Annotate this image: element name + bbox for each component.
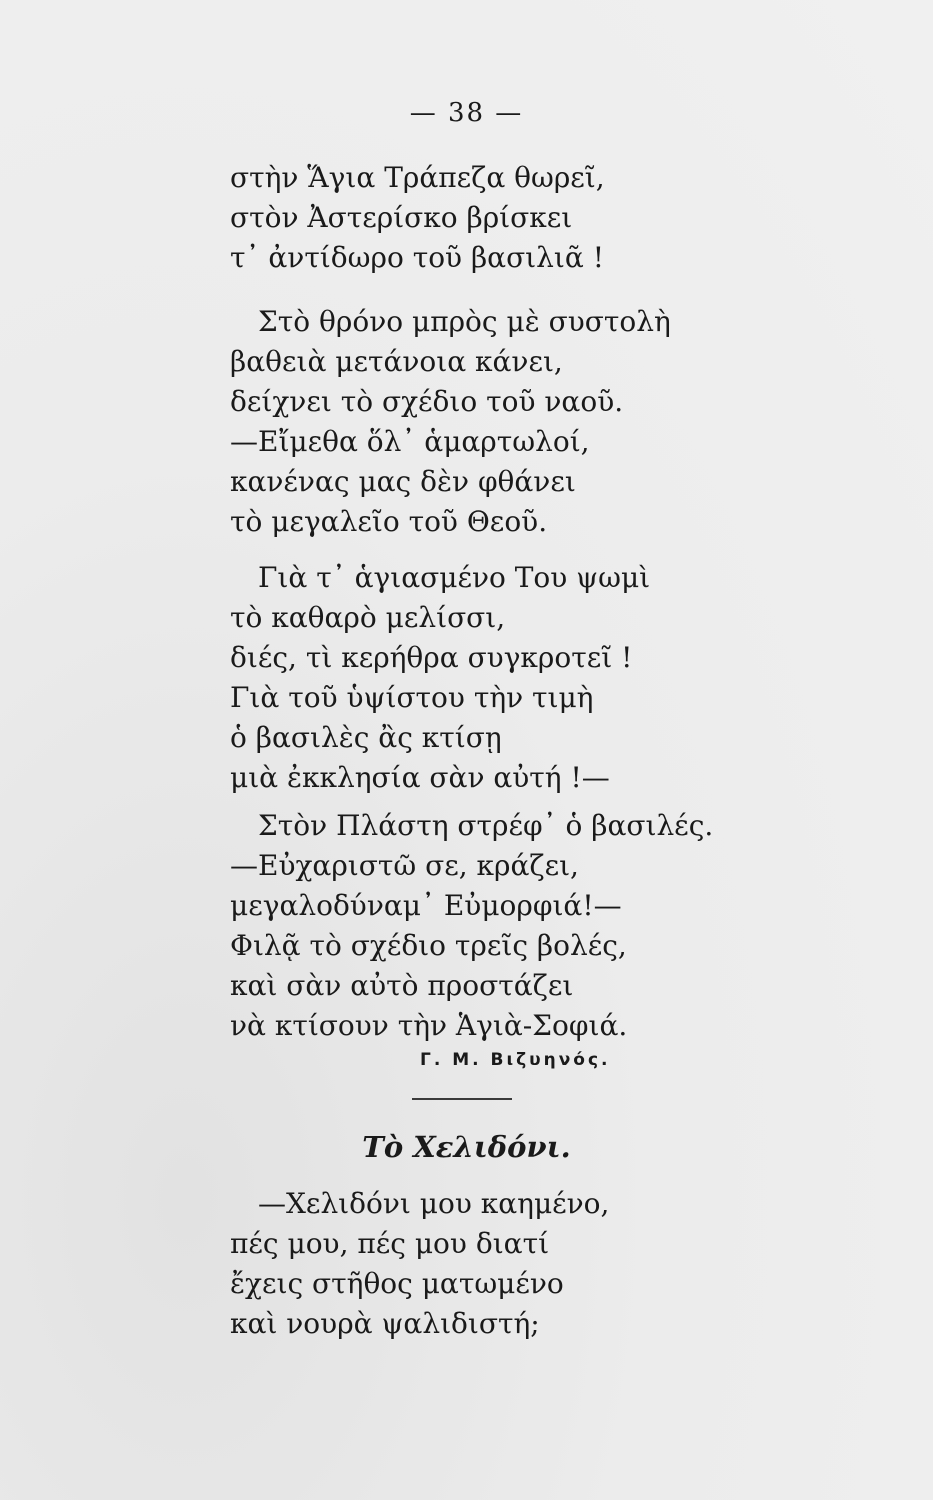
poem-line: —Εἴμεθα ὅλ᾽ ἁμαρτωλοί, [230, 425, 590, 458]
poem-line: στὴν Ἅγια Τράπεζα θωρεῖ, [230, 161, 605, 194]
poem-line: καὶ σὰν αὐτὸ προστάζει [230, 969, 574, 1002]
poem-line: —Εὐχαριστῶ σε, κράζει, [230, 849, 579, 882]
stanza-2 [230, 302, 790, 542]
poem-line: μιὰ ἐκκλησία σὰν αὐτή !— [230, 761, 610, 794]
section-divider [412, 1098, 512, 1100]
poem-line: —Χελιδόνι μου καημένο, [258, 1187, 610, 1220]
poem-line: πές μου, πές μου διατί [230, 1227, 550, 1260]
poem-line: νὰ κτίσουν τὴν Ἁγιὰ-Σοφιά. [230, 1009, 628, 1042]
poem-title: Τὸ Χελιδόνι. [362, 1130, 571, 1164]
poem-line: τὸ μεγαλεῖο τοῦ Θεοῦ. [230, 505, 548, 538]
poem-line: Στὸ θρόνο μπρὸς μὲ συστολὴ [258, 305, 671, 338]
poem-line: τὸ καθαρὸ μελίσσι, [230, 601, 506, 634]
poem-line: κανένας μας δὲν φθάνει [230, 465, 576, 498]
poem-line: βαθειὰ μετάνοια κάνει, [230, 345, 563, 378]
stanza-5 [230, 1184, 790, 1344]
poem-line: Γιὰ τ᾽ ἁγιασμένο Του ψωμὶ [258, 561, 651, 594]
poem-line: διές, τὶ κερήθρα συγκροτεῖ ! [230, 641, 633, 674]
stanza-4 [230, 806, 790, 1046]
poem-line: στὸν Ἀστερίσκο βρίσκει [230, 201, 573, 234]
stanza-3 [230, 558, 790, 798]
poem-line: καὶ νουρὰ ψαλιδιστή; [230, 1307, 540, 1340]
poem-line: ἔχεις στῆθος ματωμένο [230, 1267, 564, 1300]
poem-line: ὁ βασιλὲς ἂς κτίσῃ [230, 721, 502, 754]
page-number: — 38 — [409, 98, 524, 128]
stanza-1 [230, 158, 790, 278]
poem-line: δείχνει τὸ σχέδιο τοῦ ναοῦ. [230, 385, 624, 418]
poem-line: μεγαλοδύναμ᾽ Εὐμορφιά!— [230, 889, 622, 922]
poem-line: Γιὰ τοῦ ὑψίστου τὴν τιμὴ [230, 681, 594, 714]
poem-line: Φιλᾷ τὸ σχέδιο τρεῖς βολές, [230, 929, 627, 962]
poem-line: Στὸν Πλάστη στρέφ᾽ ὁ βασιλές. [258, 809, 714, 842]
poem-line: τ᾽ ἀντίδωρο τοῦ βασιλιᾶ ! [230, 241, 604, 274]
author-signature: Γ. Μ. Βιζυηνός. [420, 1050, 611, 1070]
